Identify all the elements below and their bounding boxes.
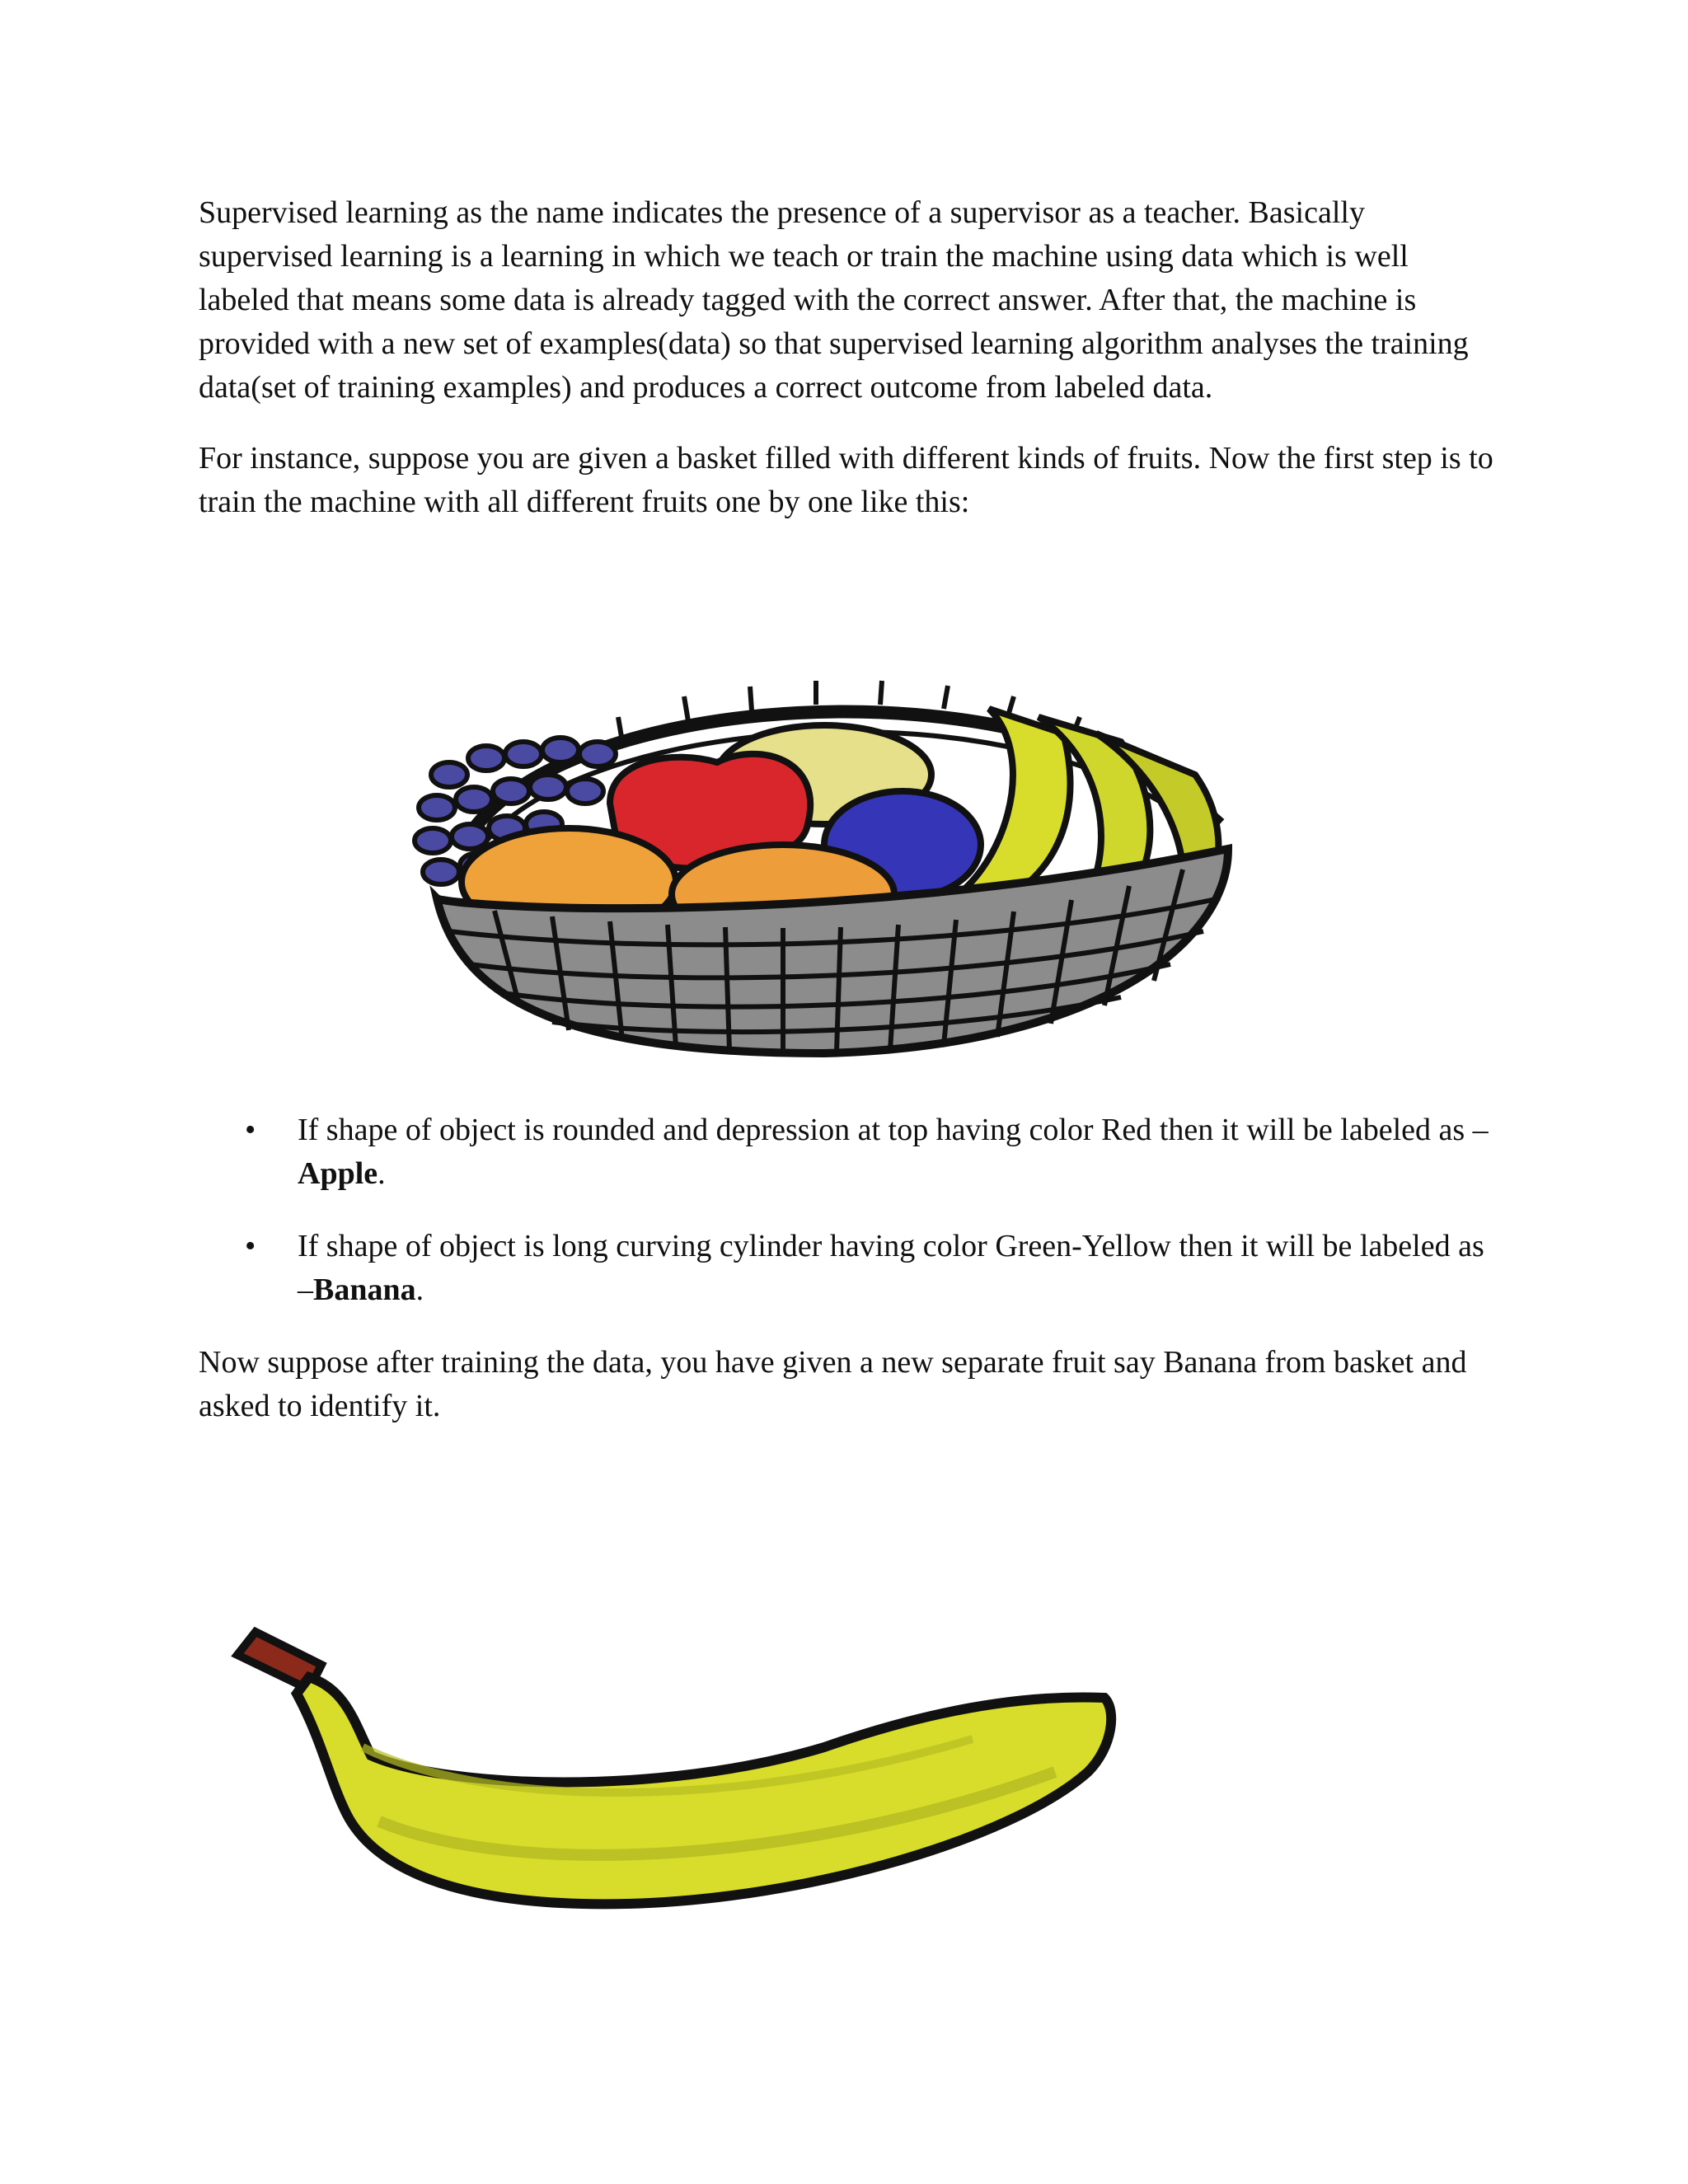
bullet-marker: •: [245, 1113, 256, 1147]
example-paragraph: For instance, suppose you are given a basket filled with different kinds of fruits. Now the first step is to train the machine with all different fruits one by one like this:: [199, 441, 1493, 519]
rule-label: Banana: [313, 1272, 416, 1307]
rule-text: If shape of object is long curving cylinder having color Green-Yellow then it will be labeled as –: [298, 1229, 1484, 1307]
intro-paragraph: Supervised learning as the name indicates the presence of a supervisor as a teacher. Basically supervised learning is a learning in which we teach or train the machine using data which is well labeled that means some data is already tagged with the correct answer. After that, the machine is provided with a new set of examples(data) so that supervised learning algorithm analyses the training data(set of training examples) and produces a correct outcome from labeled data.: [199, 195, 1469, 405]
bullet-marker: •: [245, 1229, 256, 1263]
rule-text: If shape of object is rounded and depression at top having color Red then it will be labeled as –: [298, 1113, 1489, 1147]
list-item: [199, 1225, 1501, 1312]
list-item: [199, 1108, 1501, 1196]
rule-punctuation: .: [377, 1156, 386, 1191]
fruit-basket-image: [412, 659, 1245, 1063]
banana-image: [231, 1615, 1121, 1912]
test-paragraph: Now suppose after training the data, you have given a new separate fruit say Banana from basket and asked to identify it.: [199, 1345, 1467, 1423]
rule-label: Apple: [298, 1156, 378, 1191]
rule-punctuation: .: [415, 1272, 424, 1307]
